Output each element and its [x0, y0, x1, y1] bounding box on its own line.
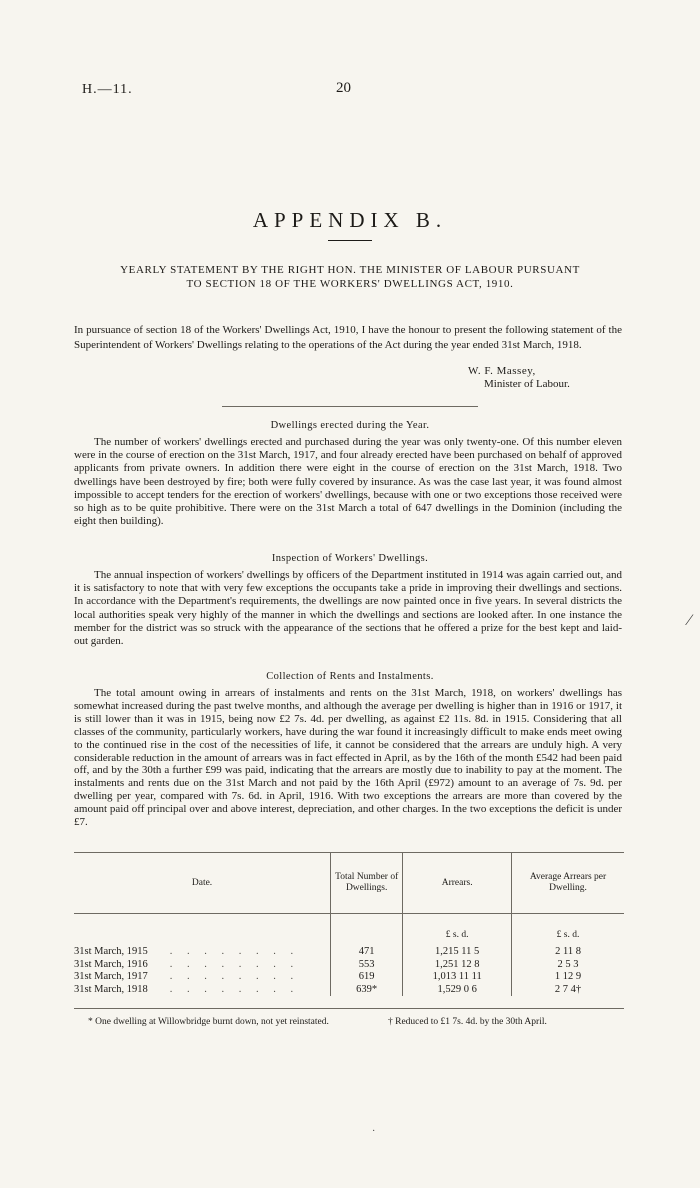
signatory-title: Minister of Labour.: [484, 378, 570, 390]
footnote-star: * One dwelling at Willowbridge burnt down, not yet reinstated.: [88, 1017, 329, 1027]
row-average: 1 12 9: [512, 971, 624, 984]
units-row: [74, 914, 624, 947]
table-header-row: [74, 853, 624, 914]
arrears-units: £ s. d.: [403, 914, 512, 947]
table-row: [74, 971, 624, 984]
table-row: [74, 946, 624, 959]
document-reference: H.—11.: [82, 82, 133, 97]
footnote-dagger: † Reduced to £1 7s. 4d. by the 30th April.: [388, 1017, 547, 1027]
column-header-date: Date.: [74, 853, 331, 914]
table-row: [74, 959, 624, 972]
title-rule: [328, 240, 372, 241]
section-body-collection: The total amount owing in arrears of instalments and rents on the 31st March, 1918, on workers' dwellings has somewhat increased during the past twelve months, and although the average per dwelling is higher than in 1916 or 1917, it is still lower than it was in 1915, being now £2 7s. 4d. per dwelling, as against £2 11s. 8d. in 1915. Considering that all classes of the community, particularly workers, have during the war found it increasingly difficult to make ends meet owing to the continued rise in the cost of the necessities of life, it cannot be considered that the arrears are unduly high. A very considerable reduction in the amount of arrears was in fact effected in April, as by the 16th of the month £542 had been paid off, and by the 30th a further £99 was paid, indicating that the arrears are mostly due to inability to pay at the moment. The instalments and rents due on the 31st March and not paid by the 16th April (£972) amount to an average of 7s. 9d. per dwelling per year, compared with 7s. 6d. in April, 1916. With two exceptions the arrears are more than covered by the amount paid off principal over and above interest, depreciation, and other charges. In the two exceptions the deficit is under £7.: [74, 687, 622, 829]
row-arrears: 1,529 0 6: [403, 984, 512, 997]
section-heading-collection: Collection of Rents and Instalments.: [266, 671, 434, 682]
column-header-average: Average Arrears per Dwelling.: [512, 853, 624, 914]
section-heading-dwellings: Dwellings erected during the Year.: [270, 420, 430, 431]
signature-block: [468, 365, 570, 391]
row-average: 2 5 3: [512, 959, 624, 972]
page-number: 20: [336, 80, 351, 96]
average-units: £ s. d.: [512, 914, 624, 947]
section-body-inspection: The annual inspection of workers' dwellings by officers of the Department instituted in 1914 was again carried out, and it is satisfactory to note that with very few exceptions the occupants take a pride in improving their dwellings and sections. In accordance with the Department's requirements, the dwellings are now painted once in five years. In several districts the local authorities speak very highly of the manner in which the dwellings and sections are looked after. In one instance the member for the district was so struck with the appearance of the sections that he offered a prize for the best kept and laid-out garden.: [74, 569, 622, 648]
arrears-table: [74, 852, 624, 996]
row-arrears: 1,013 11 11: [403, 971, 512, 984]
subtitle-line-1: YEARLY STATEMENT BY THE RIGHT HON. THE MINISTER OF LABOUR PURSUANT: [120, 264, 580, 276]
row-date: 31st March, 1917: [74, 971, 148, 982]
statement-subtitle: [74, 263, 626, 291]
leader-dots: . . . . . . . .: [169, 971, 300, 982]
row-date: 31st March, 1916: [74, 958, 148, 970]
leader-dots: . . . . . . . .: [169, 983, 300, 995]
row-average: 2 7 4†: [512, 984, 624, 997]
row-dwellings: 619: [331, 971, 403, 984]
row-average: 2 11 8: [512, 946, 624, 959]
leader-dots: . . . . . . . .: [169, 958, 300, 970]
row-date: 31st March, 1915: [74, 946, 148, 957]
signatory-name: W. F. Massey,: [468, 365, 536, 377]
appendix-title: APPENDIX B.: [252, 208, 448, 232]
row-date: 31st March, 1918: [74, 983, 148, 995]
subtitle-line-2: TO SECTION 18 OF THE WORKERS' DWELLINGS ACT, 1910.: [186, 278, 514, 290]
column-header-arrears: Arrears.: [403, 853, 512, 914]
row-arrears: 1,215 11 5: [403, 946, 512, 959]
margin-mark: ⁄: [688, 612, 691, 629]
column-header-dwellings: Total Number of Dwellings.: [331, 853, 403, 914]
table-bottom-rule: [74, 1008, 624, 1009]
row-dwellings: 471: [331, 946, 403, 959]
row-dwellings: 553: [331, 959, 403, 972]
section-divider: [222, 406, 478, 407]
section-heading-inspection: Inspection of Workers' Dwellings.: [271, 553, 429, 564]
bottom-mark: ·: [372, 1126, 376, 1137]
intro-paragraph: In pursuance of section 18 of the Workers' Dwellings Act, 1910, I have the honour to present the following statement of the Superintendent of Workers' Dwellings relating to the operations of the Act during the year ended 31st March, 1918.: [74, 324, 622, 351]
row-dwellings: 639*: [331, 984, 403, 997]
section-body-dwellings: The number of workers' dwellings erected and purchased during the year was only twenty-one. Of this number eleven were in the course of erection on the 31st March, 1917, and four already erected have been purchased on behalf of approved applicants from private owners. In addition there were eight in the course of erection on the 31st March, 1918. Two dwellings have been destroyed by fire; both were fully covered by insurance. As was the case last year, it was found almost impossible to accept tenders for the erection of workers' dwellings, because with one or two exceptions those received were so high as to be quite prohibitive. There were on the 31st March a total of 647 dwellings in the Dominion (including the eight then building).: [74, 436, 622, 528]
row-arrears: 1,251 12 8: [403, 959, 512, 972]
leader-dots: . . . . . . . .: [169, 946, 300, 957]
table-row: [74, 984, 624, 997]
